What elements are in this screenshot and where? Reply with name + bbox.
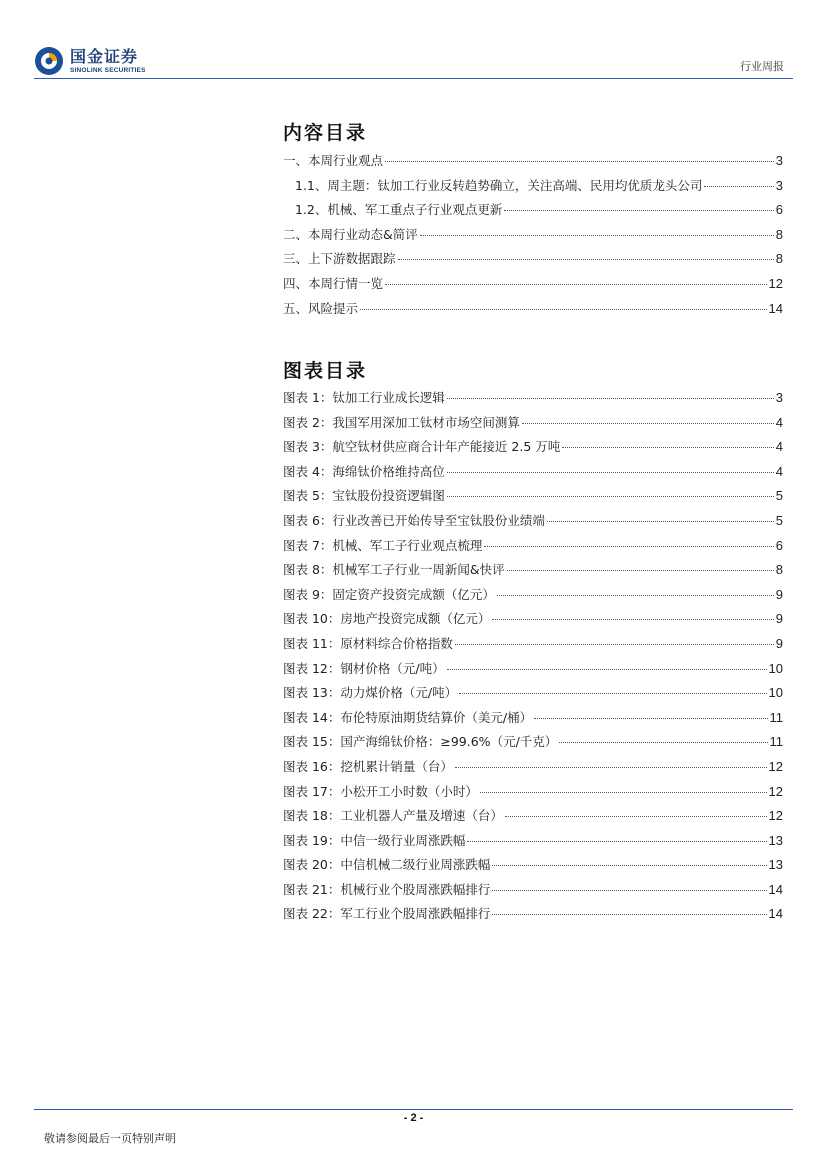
toc-dot-leader	[467, 841, 766, 842]
toc-entry-page: 4	[775, 414, 783, 430]
toc-entry-page: 8	[775, 251, 783, 267]
toc-entry-label: 图表 4：海绵钛价格维持高位	[283, 463, 445, 479]
toc-entry-label: 图表 16：挖机累计销量（台）	[283, 758, 453, 774]
toc-dot-leader	[492, 619, 773, 620]
toc-entry-page: 12	[768, 758, 783, 774]
toc-dot-leader	[480, 792, 767, 793]
toc-entry-label: 图表 1：钛加工行业成长逻辑	[283, 390, 445, 405]
toc-entry-page: 12	[768, 783, 783, 799]
toc-entry-page: 3	[775, 153, 783, 168]
toc-entry-page: 4	[775, 439, 783, 455]
toc-entry-page: 13	[768, 857, 783, 873]
toc-entry[interactable]	[283, 299, 783, 324]
toc-entry-label: 图表 17：小松开工小时数（小时）	[283, 783, 478, 799]
toc-entry[interactable]	[283, 855, 783, 880]
toc-entry[interactable]	[283, 151, 783, 176]
toc-entry-page: 14	[768, 881, 783, 897]
toc-entry[interactable]	[283, 880, 783, 905]
figures-title: 图表目录	[283, 360, 368, 382]
toc-dot-leader	[492, 890, 766, 891]
toc-entry-label: 图表 6：行业改善已开始传导至宝钛股份业绩端	[283, 512, 545, 528]
toc-entry-label: 四、本周行情一览	[283, 275, 384, 291]
toc-entry[interactable]	[283, 388, 783, 413]
toc-dot-leader	[522, 423, 774, 424]
toc-entry-label: 三、上下游数据跟踪	[283, 251, 396, 267]
toc-entry-page: 9	[775, 635, 783, 651]
toc-dot-leader	[447, 398, 774, 399]
toc-dot-leader	[704, 186, 773, 187]
toc-entry-label: 图表 8：机械军工子行业一周新闻&快评	[283, 562, 505, 578]
toc-entry-page: 6	[775, 537, 783, 553]
toc-dot-leader	[385, 161, 774, 162]
toc-entry-page: 9	[775, 611, 783, 627]
toc-entry[interactable]	[283, 413, 783, 438]
toc-dot-leader	[492, 865, 766, 866]
toc-entry[interactable]	[283, 831, 783, 856]
toc-entry-label: 图表 7：机械、军工子行业观点梳理	[283, 537, 483, 553]
toc-entry-label: 图表 11：原材料综合价格指数	[283, 635, 453, 651]
toc-entry-page: 5	[775, 488, 783, 504]
toc-dot-leader	[447, 669, 767, 670]
toc-entry-label: 图表 9：固定资产投资完成额（亿元）	[283, 586, 495, 602]
toc-dot-leader	[504, 210, 773, 211]
toc-dot-leader	[420, 235, 774, 236]
toc-dot-leader	[497, 595, 774, 596]
toc-entry-label: 图表 12：钢材价格（元/吨）	[283, 660, 445, 676]
toc-dot-leader	[455, 644, 774, 645]
toc-entry[interactable]	[283, 511, 783, 536]
toc-entry-label: 图表 19：中信一级行业周涨跌幅	[283, 832, 466, 848]
toc-entry-label: 图表 21：机械行业个股周涨跌幅排行	[283, 881, 491, 897]
toc-dot-leader	[398, 259, 774, 260]
toc-entry-label: 图表 22：军工行业个股周涨跌幅排行	[283, 906, 491, 922]
sinolink-logo-icon	[34, 46, 64, 76]
toc-entry[interactable]	[283, 560, 783, 585]
toc-dot-leader	[505, 816, 767, 817]
toc-dot-leader	[534, 718, 767, 719]
toc-entry-label: 图表 5：宝钛股份投资逻辑图	[283, 488, 445, 504]
toc-entry[interactable]	[283, 225, 783, 250]
contents-title: 内容目录	[283, 122, 368, 144]
toc-entry-page: 3	[775, 177, 783, 193]
toc-entry-page: 12	[768, 275, 783, 291]
toc-entry-page: 5	[775, 512, 783, 528]
disclaimer-note: 敬请参阅最后一页特别声明	[44, 1132, 176, 1145]
toc-dot-leader	[447, 496, 774, 497]
toc-entry[interactable]	[283, 782, 783, 807]
toc-entry-label: 1.1、周主题：钛加工行业反转趋势确立，关注高端、民用均优质龙头公司	[295, 177, 703, 193]
toc-entry[interactable]	[283, 200, 783, 225]
toc-entry-label: 图表 2：我国军用深加工钛材市场空间测算	[283, 414, 520, 430]
toc-entry[interactable]	[283, 708, 783, 733]
header-divider	[34, 78, 793, 79]
toc-dot-leader	[484, 546, 773, 547]
toc-dot-leader	[559, 742, 767, 743]
toc-dot-leader	[547, 521, 774, 522]
toc-entry-page: 9	[775, 586, 783, 602]
toc-entry[interactable]	[283, 585, 783, 610]
toc-entry-page: 12	[768, 808, 783, 824]
toc-entry[interactable]	[283, 659, 783, 684]
toc-entry[interactable]	[283, 486, 783, 511]
toc-dot-leader	[360, 309, 767, 310]
toc-entry-label: 图表 10：房地产投资完成额（亿元）	[283, 611, 491, 627]
toc-entry-label: 一、本周行业观点	[283, 153, 384, 168]
toc-entry-page: 8	[775, 226, 783, 242]
toc-entry[interactable]	[283, 904, 783, 929]
toc-entry-page: 14	[768, 906, 783, 922]
toc-entry[interactable]	[283, 732, 783, 757]
toc-entry-page: 10	[768, 685, 783, 701]
toc-entry-label: 1.2、机械、军工重点子行业观点更新	[295, 202, 503, 218]
toc-entry[interactable]	[283, 437, 783, 462]
toc-entry-page: 11	[769, 734, 783, 750]
toc-entry-label: 图表 20：中信机械二级行业周涨跌幅	[283, 857, 491, 873]
footer-divider	[34, 1109, 793, 1110]
toc-entry-page: 13	[768, 832, 783, 848]
toc-entry[interactable]	[283, 249, 783, 274]
toc-entry-page: 8	[775, 562, 783, 578]
toc-dot-leader	[459, 693, 766, 694]
company-logo	[34, 46, 146, 76]
toc-entry-page: 10	[768, 660, 783, 676]
toc-entry[interactable]	[283, 806, 783, 831]
toc-entry-page: 11	[769, 709, 783, 725]
logo-chinese-name: 国金证券	[70, 46, 139, 66]
toc-entry-label: 图表 14：布伦特原油期货结算价（美元/桶）	[283, 709, 533, 725]
toc-entry-page: 4	[775, 463, 783, 479]
report-type-label: 行业周报	[740, 60, 784, 73]
toc-dot-leader	[455, 767, 767, 768]
toc-entry[interactable]	[283, 274, 783, 299]
toc-dot-leader	[385, 284, 767, 285]
contents-list	[283, 151, 783, 323]
toc-entry-label: 二、本周行业动态&简评	[283, 226, 418, 242]
toc-entry[interactable]	[283, 176, 783, 201]
toc-entry-label: 图表 18：工业机器人产量及增速（台）	[283, 808, 503, 824]
toc-entry[interactable]	[283, 757, 783, 782]
toc-dot-leader	[447, 472, 774, 473]
toc-entry[interactable]	[283, 634, 783, 659]
toc-entry[interactable]	[283, 683, 783, 708]
toc-entry[interactable]	[283, 609, 783, 634]
toc-entry-label: 图表 13：动力煤价格（元/吨）	[283, 685, 458, 701]
page-number: - 2 -	[403, 1112, 424, 1124]
toc-entry[interactable]	[283, 462, 783, 487]
figures-list	[283, 388, 783, 929]
logo-english-name: SINOLINK SECURITIES	[70, 66, 146, 74]
toc-entry-page: 3	[775, 390, 783, 405]
toc-entry-label: 图表 15：国产海绵钛价格：≥99.6%（元/千克）	[283, 734, 558, 750]
toc-dot-leader	[507, 570, 774, 571]
toc-entry-label: 五、风险提示	[283, 300, 359, 316]
toc-entry-page: 14	[768, 300, 783, 316]
toc-entry-page: 6	[775, 202, 783, 218]
toc-entry-label: 图表 3：航空钛材供应商合计年产能接近 2.5 万吨	[283, 439, 561, 455]
toc-dot-leader	[562, 447, 774, 448]
page-header	[0, 0, 827, 82]
toc-entry[interactable]	[283, 536, 783, 561]
toc-dot-leader	[492, 914, 766, 915]
